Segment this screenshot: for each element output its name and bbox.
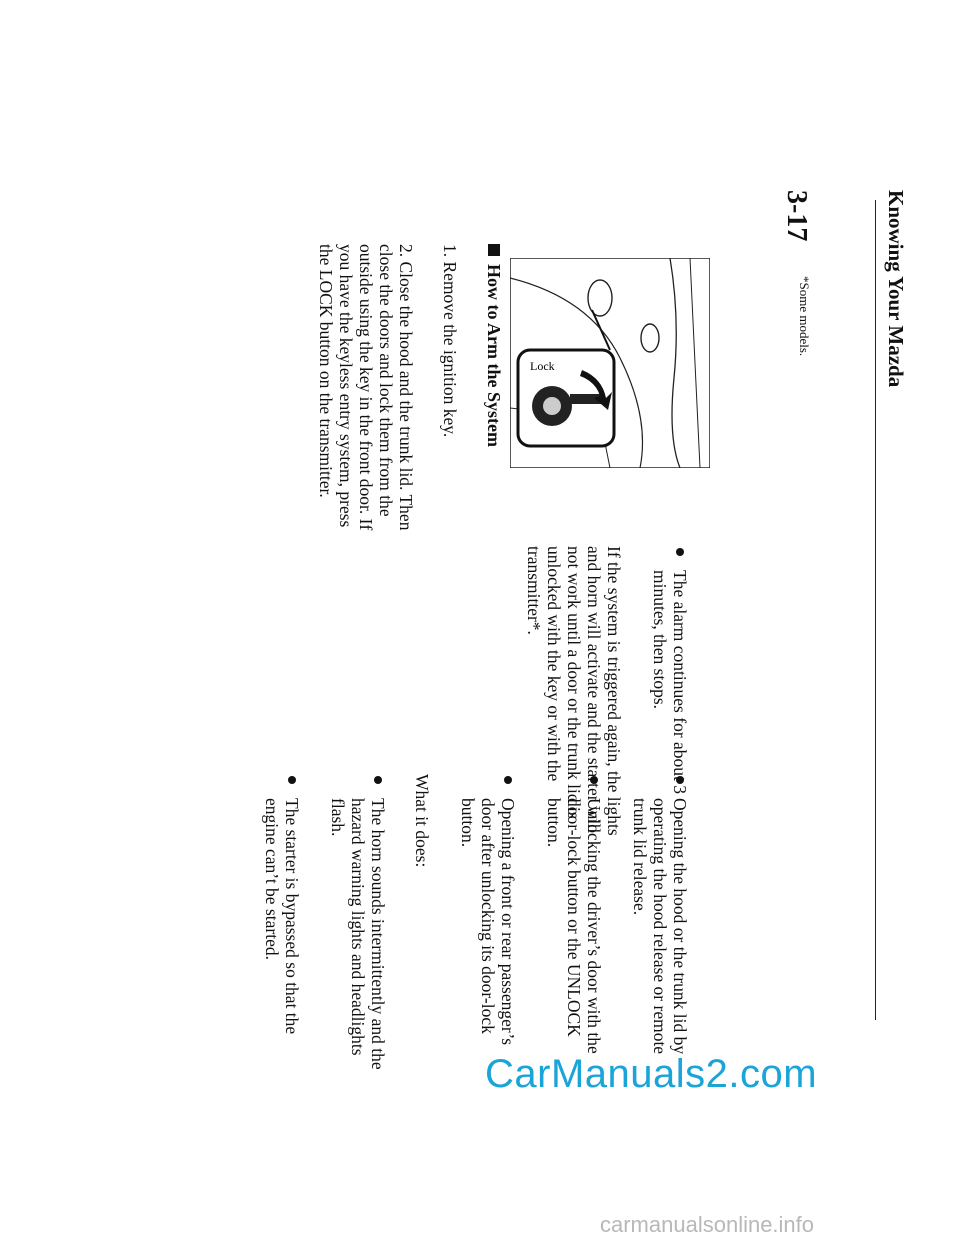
section-title: How to Arm the System [484,264,504,447]
page-number: 3-17 [781,190,812,242]
bullet-icon [288,776,296,784]
effect-item: The starter is bypassed so that the engine can’t be started. [262,798,302,1035]
trigger-item: Opening the hood or the trunk lid by operating the hood release or remote trunk lid release. [630,798,690,1055]
step-1: 1. Remove the ignition key. [440,244,460,438]
door-lock-illustration [510,258,710,468]
trigger-item: Unlocking the driver’s door with the door-lock button or the UNLOCK button. [544,798,604,1054]
alarm-duration-text: The alarm continues for about 3 minutes, then stops. [650,570,690,795]
column-2 [500,546,690,838]
column-3 [292,244,504,534]
watermark-url: carmanualsonline.info [600,1212,815,1237]
square-bullet-icon [488,244,500,256]
list-item [262,774,302,1074]
section-heading [484,244,504,534]
trigger-item: Opening a front or rear passenger’s door after unlocking its door-lock button. [458,798,518,1046]
step-2: 2. Close the hood and the trunk lid. Then close the doors and lock them from the outside using the key in the front door. If you have the keyless entry system, press the LOCK button on the transmitter. [316,244,416,531]
bullet-icon [374,776,382,784]
what-it-does-label: What it does: [412,774,432,868]
page-header-title: Knowing Your Mazda [884,190,908,388]
list-item [650,546,690,838]
retrigger-paragraph: If the system is triggered again, the lights and horn will activate and the starter will not work until a door or the trunk lid is unlocked with the key or with the transmitter*. [524,546,624,836]
effect-item: The horn sounds intermittently and the hazard warning lights and headlights flash. [328,798,388,1070]
bullet-icon [676,548,684,556]
watermark-logo: CarManuals2.com [485,1052,818,1096]
list-item [328,774,388,1074]
header-rule [875,200,876,1020]
footnote: *Some models. [797,276,812,357]
lock-label: Lock [530,359,555,373]
